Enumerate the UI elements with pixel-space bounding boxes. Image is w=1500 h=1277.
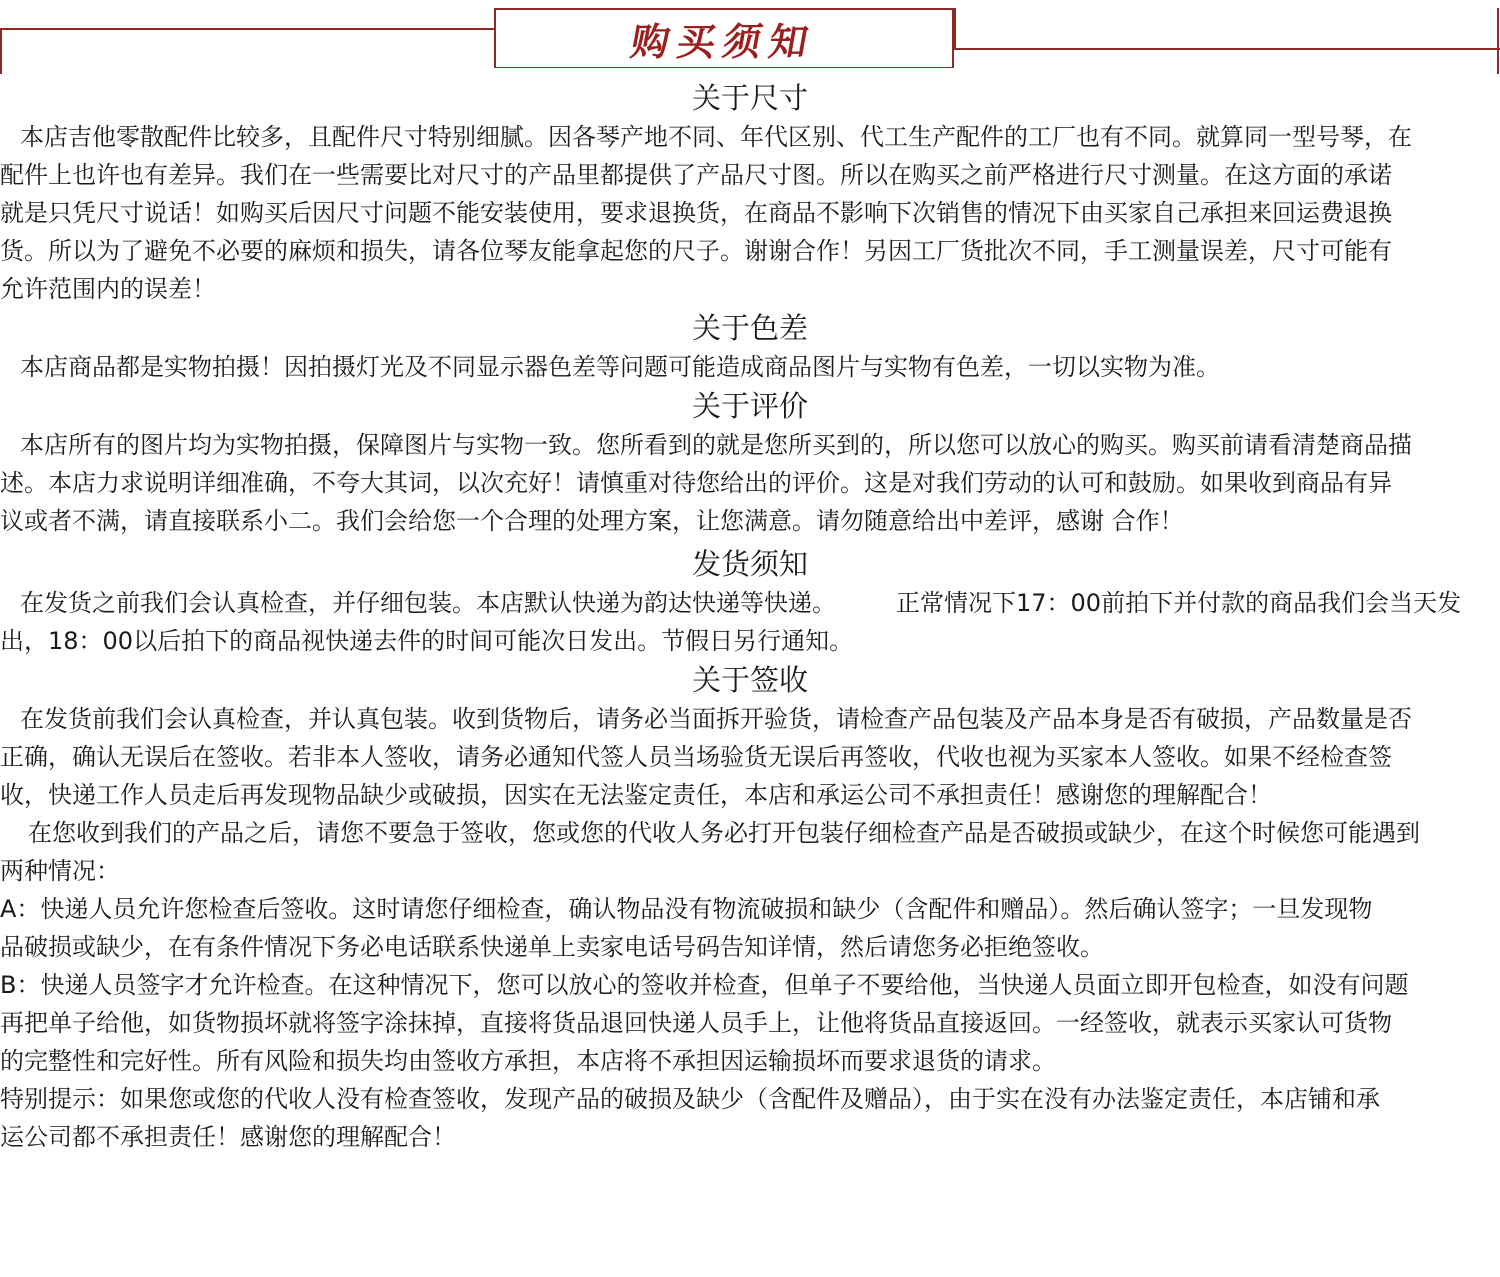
header-right-top — [954, 8, 956, 48]
section-heading: 关于评价 — [691, 389, 808, 423]
section-review — [0, 386, 1500, 540]
section-body: 本店商品都是实物拍摄！因拍摄灯光及不同显示器色差等问题可能造成商品图片与实物有色差，一切以实物为准。 — [20, 353, 1220, 381]
page-title: 购买须知 — [627, 19, 820, 64]
header-right-drop — [1497, 8, 1499, 74]
section-heading: 关于尺寸 — [691, 81, 808, 115]
header-banner — [0, 0, 1500, 76]
section-body: 在发货之前我们会认真检查，并仔细包装。本店默认快递为韵达快递等快递。 正常情况下17：00前拍下并付款的商品我们会当天发出，18：00以后拍下的商品视快递去件的时间可能次日发出。节假日另行通知。 — [0, 589, 1462, 655]
section-receipt — [0, 660, 1500, 1156]
section-body: 在发货前我们会认真检查，并认真包装。收到货物后，请务必当面拆开验货，请检查产品包装及产品本身是否有破损，产品数量是否正确，确认无误后在签收。若非本人签收，请务必通知代签人员当场验货无误后再签收，代收也视为买家本人签收。如果不经检查签收，快递工作人员走后再发现物品缺少或破损，因实在无法鉴定责任，本店和承运公司不承担责任！感谢您的理解配合！ — [0, 705, 1412, 809]
section-heading: 关于色差 — [691, 311, 808, 345]
title-box — [494, 8, 954, 68]
section-heading: 发货须知 — [691, 547, 808, 581]
section-body: 本店吉他零散配件比较多，且配件尺寸特别细腻。因各琴产地不同、年代区别、代工生产配件的工厂也有不同。就算同一型号琴，在配件上也许也有差异。我们在一些需要比对尺寸的产品里都提供了产品尺寸图。所以在购买之前严格进行尺寸测量。在这方面的承诺就是只凭尺寸说话！如购买后因尺寸问题不能安装使用，要求退换货，在商品不影响下次销售的情况下由买家自己承担来回运费退换货。所以为了避免不必要的麻烦和损失，请各位琴友能拿起您的尺子。谢谢合作！另因工厂货批次不同，手工测量误差，尺寸可能有允许范围内的误差！ — [0, 123, 1412, 303]
option-a: A：快递人员允许您检查后签收。这时请您仔细检查，确认物品没有物流破损和缺少（含配件和赠品）。然后确认签字；一旦发现物品破损或缺少，在有条件情况下务必电话联系快递单上卖家电话号码告知详情，然后请您务必拒绝签收。 — [0, 895, 1373, 961]
section-body-2: 在您收到我们的产品之后，请您不要急于签收，您或您的代收人务必打开包装仔细检查产品是否破损或缺少，在这个时候您可能遇到两种情况： — [0, 819, 1420, 885]
notice-content — [0, 78, 1500, 1156]
section-heading: 关于签收 — [691, 663, 808, 697]
header-left-rule — [0, 28, 494, 30]
header-left-drop — [0, 28, 2, 74]
section-shipping — [0, 544, 1500, 660]
section-color — [0, 308, 1500, 386]
section-body: 本店所有的图片均为实物拍摄，保障图片与实物一致。您所看到的就是您所买到的，所以您可以放心的购买。购买前请看清楚商品描述。本店力求说明详细准确，不夸大其词，以次充好！请慎重对待您给出的评价。这是对我们劳动的认可和鼓励。如果收到商品有异议或者不满，请直接联系小二。我们会给您一个合理的处理方案，让您满意。请勿随意给出中差评，感谢 合作！ — [0, 431, 1412, 535]
section-size — [0, 78, 1500, 308]
special-note: 特别提示：如果您或您的代收人没有检查签收，发现产品的破损及缺少（含配件及赠品），由于实在没有办法鉴定责任，本店铺和承运公司都不承担责任！感谢您的理解配合！ — [0, 1085, 1380, 1151]
header-right-rule — [954, 48, 1500, 50]
option-b: B：快递人员签字才允许检查。在这种情况下，您可以放心的签收并检查，但单子不要给他，当快递人员面立即开包检查，如没有问题再把单子给他，如货物损坏就将签字涂抹掉，直接将货品退回快递人员手上，让他将货品直接返回。一经签收，就表示买家认可货物的完整性和完好性。所有风险和损失均由签收方承担，本店将不承担因运输损坏而要求退货的请求。 — [0, 971, 1409, 1075]
